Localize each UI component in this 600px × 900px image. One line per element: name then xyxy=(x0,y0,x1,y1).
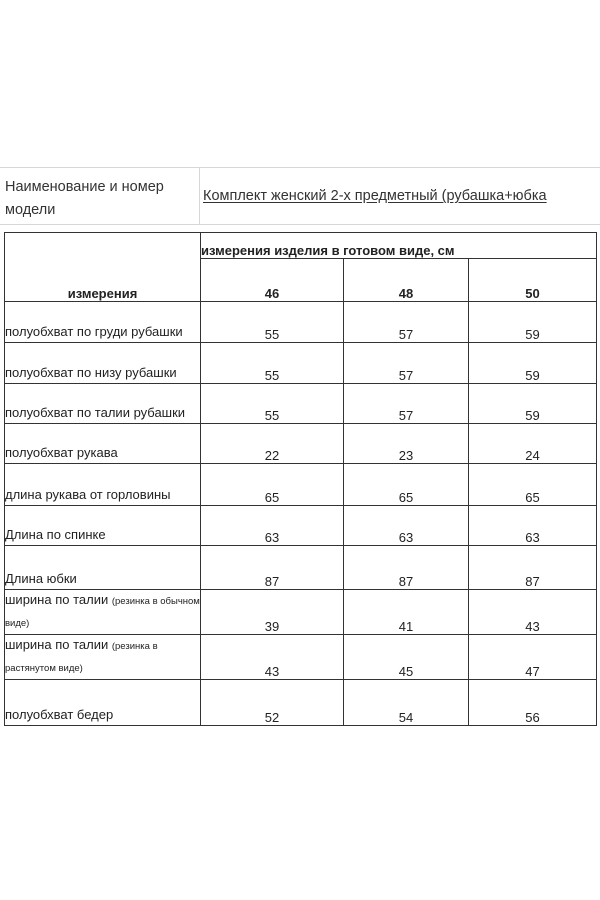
table-row xyxy=(5,506,597,546)
cell-value: 43 xyxy=(201,635,344,680)
cell-value: 63 xyxy=(344,506,469,546)
row-label: полуобхват по груди рубашки xyxy=(5,302,201,343)
cell-value: 57 xyxy=(344,343,469,384)
cell-value: 52 xyxy=(201,680,344,726)
cell-value: 63 xyxy=(469,506,597,546)
table-row xyxy=(5,343,597,384)
cell-value: 43 xyxy=(469,590,597,635)
title-bottom-gridline xyxy=(0,224,600,225)
cell-value: 56 xyxy=(469,680,597,726)
cell-value: 65 xyxy=(469,464,597,506)
model-name-value: Комплект женский 2-х предметный (рубашка+юбка xyxy=(203,188,547,204)
table-row xyxy=(5,464,597,506)
model-name-label: Наименование и номер модели xyxy=(5,179,164,218)
cell-value: 23 xyxy=(344,424,469,464)
cell-value: 45 xyxy=(344,635,469,680)
size-table xyxy=(4,232,597,726)
cell-value: 22 xyxy=(201,424,344,464)
cell-value: 65 xyxy=(344,464,469,506)
cell-value: 59 xyxy=(469,343,597,384)
cell-value: 63 xyxy=(201,506,344,546)
table-row xyxy=(5,424,597,464)
cell-value: 41 xyxy=(344,590,469,635)
title-top-gridline xyxy=(0,167,600,168)
cell-value: 87 xyxy=(469,546,597,590)
cell-value: 87 xyxy=(344,546,469,590)
cell-value: 47 xyxy=(469,635,597,680)
cell-value: 59 xyxy=(469,384,597,424)
cell-value: 24 xyxy=(469,424,597,464)
cell-value: 87 xyxy=(201,546,344,590)
cell-value: 55 xyxy=(201,302,344,343)
cell-value: 39 xyxy=(201,590,344,635)
cell-value: 55 xyxy=(201,343,344,384)
row-label: Длина юбки xyxy=(5,546,201,590)
row-note: (резинка в растянутом виде) xyxy=(5,641,158,674)
table-header-row-1 xyxy=(5,233,597,259)
cell-value: 54 xyxy=(344,680,469,726)
cell-value: 65 xyxy=(201,464,344,506)
table-row xyxy=(5,302,597,343)
table-row xyxy=(5,546,597,590)
finished-dimensions-header: измерения изделия в готовом виде, см xyxy=(201,233,597,259)
row-label: Длина по спинке xyxy=(5,506,201,546)
row-label: полуобхват по низу рубашки xyxy=(5,343,201,384)
table-row xyxy=(5,635,597,680)
table-row xyxy=(5,590,597,635)
cell-value: 55 xyxy=(201,384,344,424)
row-note: (резинка в обычном виде) xyxy=(5,596,200,629)
row-label: ширина по талии xyxy=(5,592,109,607)
row-label: полуобхват по талии рубашки xyxy=(5,384,201,424)
table-row xyxy=(5,680,597,726)
size-header-46: 46 xyxy=(201,259,344,302)
row-label: длина рукава от горловины xyxy=(5,464,201,506)
table-row xyxy=(5,384,597,424)
cell-value: 59 xyxy=(469,302,597,343)
cell-value: 57 xyxy=(344,384,469,424)
size-header-50: 50 xyxy=(469,259,597,302)
measurements-header: измерения xyxy=(5,233,201,302)
row-label: полуобхват рукава xyxy=(5,424,201,464)
row-label-cell xyxy=(5,635,201,680)
row-label: полуобхват бедер xyxy=(5,680,201,726)
row-label-cell xyxy=(5,590,201,635)
cell-value: 57 xyxy=(344,302,469,343)
row-label: ширина по талии xyxy=(5,637,109,652)
size-header-48: 48 xyxy=(344,259,469,302)
